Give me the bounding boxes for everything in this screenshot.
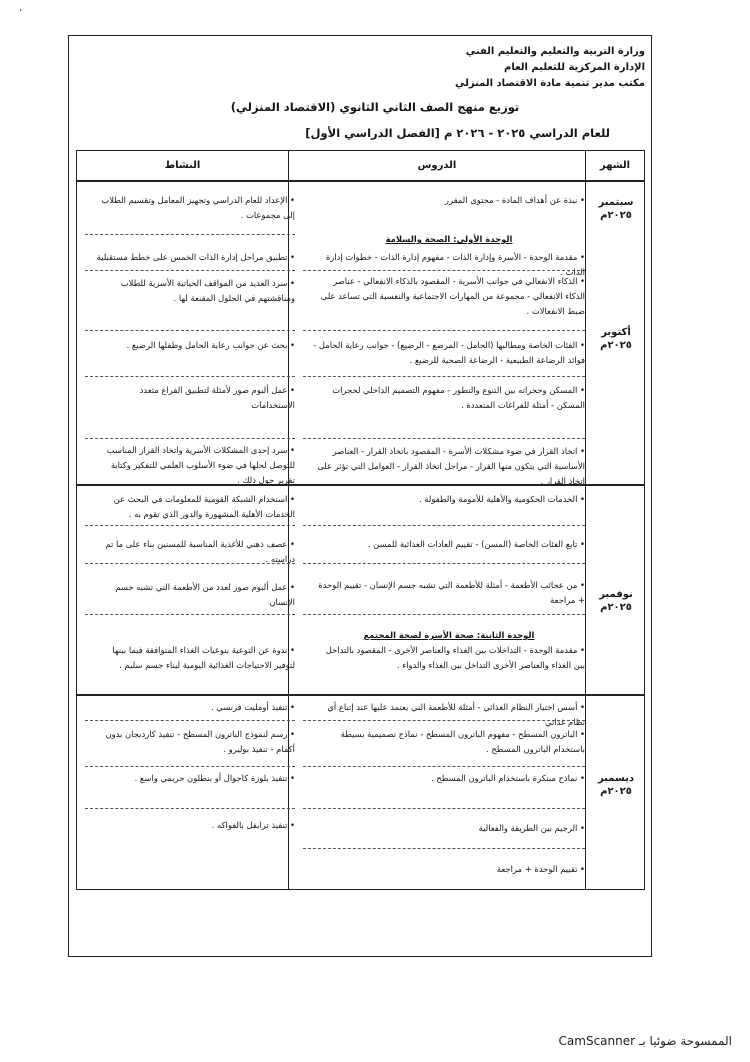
lesson-item: • الخدمات الحكومية والأهلية للأمومة والطفولة . (418, 494, 585, 504)
lesson-item: • المسكن وحجراته بين التنوع والتطور - مفهوم التصميم الداخلي لحجرات المسكن - أمثلة للفراغات المتعددة . (332, 385, 585, 410)
lesson-item: • الرجيم بين الطريقة والفعالية (478, 823, 585, 833)
lesson-item: • من عجائب الأطعمة - أمثلة للأطعمة التي تشبه جسم الإنسان - تقييم الوحدة + مراجعة (318, 580, 585, 605)
row-separator (303, 525, 585, 526)
lesson-item: • الذكاء الانفعالي في جوانب الأسرية - المقصود بالذكاء الانفعالي - عناصر الذكاء الانفعالي - مجموعة من المهارات الاجتماعية والنفسية التي تساعد على ضبط الانفعالات . (320, 276, 585, 316)
activity-item: • استخدام الشبكة القومية للمعلومات في البحث عن الخدمات الأهلية المشهورة والدور الذي تقوم به . (113, 494, 295, 519)
row-separator (85, 376, 295, 377)
central-administration: الإدارة المركزية للتعليم العام (504, 62, 645, 73)
column-header-lessons: الدروس (417, 159, 457, 171)
row-separator (85, 330, 295, 331)
row-separator (85, 720, 295, 721)
activity-item: • عصف ذهني للأغذية المناسبة للمسنين بناء على ما تم دراسته . (105, 539, 295, 564)
activity-item: • ندوة عن التوعية بنوعيات الغذاء المتوافقة فيما بينها لتوفير الاحتياجات الغذائية اليومية لبناء جسم سليم . (112, 645, 295, 670)
row-separator (85, 270, 295, 271)
scan-mark: ‘ (19, 8, 22, 17)
lesson-item: • مقدمة الوحدة - الأسرة وإدارة الذات - مفهوم إدارة الذات - خطوات إدارة الذات . (325, 252, 585, 277)
row-separator (303, 270, 585, 271)
column-divider-month (585, 150, 586, 890)
lesson-item: • الفئات الخاصة ومطالبها (الحامل - المرضع - الرضيع) - جوانب رعاية الحامل - فوائد الرضاعة الطبيعية - الرضاعة الصحية للرضيع . (313, 340, 585, 365)
row-divider-november (76, 694, 645, 696)
activity-item: • رسم لنموذج الباترون المسطح - تنفيذ كارديجان بدون أكمام - تنفيذ بوليرو . (105, 729, 295, 754)
lesson-item: • أسس اختيار النظام الغذائي - أمثلة للأطعمة التي يعتمد عليها عند إتباع أي نظام غذائي (327, 702, 585, 727)
activity-item: • سرد العديد من المواقف الحياتية الأسرية للطلاب ومناقشتهم في الحلول المقنعة لها . (120, 278, 295, 303)
activity-item: • تنفيذ بلوزة كاجوال أو بنطلون حريمي واسع . (134, 773, 295, 783)
lesson-item: • نماذج مبتكرة باستخدام الباترون المسطح . (431, 773, 585, 783)
month-year: ٢٠٢٥م (600, 340, 632, 351)
row-separator (85, 563, 295, 564)
lesson-item: • الباترون المسطح - مفهوم الباترون المسطح - نماذج تصميمية بسيطة باستخدام الباترون المسطح . (340, 729, 585, 754)
row-separator (303, 808, 585, 809)
column-header-month: الشهر (599, 159, 631, 171)
month-december (590, 772, 642, 798)
activity-item: • بحث عن جوانب رعاية الحامل وطفلها الرضيع . (126, 340, 295, 350)
unit-heading: الوحدة الأولى: الصحة والسلامة (385, 234, 513, 244)
column-header-activity: النشاط (164, 159, 201, 171)
month-september (590, 196, 642, 222)
month-year: ٢٠٢٥م (600, 602, 632, 613)
row-separator (303, 614, 585, 615)
row-separator (303, 563, 585, 564)
lesson-item: • تقييم الوحدة + مراجعة (496, 864, 585, 874)
header-row-divider (76, 180, 645, 182)
document-title: توزيع منهج الصف الثاني الثانوي (الاقتصاد المنزلي) (230, 100, 520, 114)
lesson-item: • مقدمة الوحدة - التداخلات بين الغذاء والعناصر الأخرى - المقصود بالتداخل بين الغذاء والعناصر الأخرى التداخل بين الغذاء والدواء . (325, 645, 585, 670)
scanner-watermark: الممسوحة ضوئيا بـ CamScanner (558, 1034, 732, 1048)
office-name: مكتب مدير تنمية مادة الاقتصاد المنزلي (455, 78, 645, 89)
lesson-item: • اتخاذ القرار في ضوء مشكلات الأسرة - المقصود باتخاذ القرار - العناصر الأساسية التي يتكون منها القرار - مراحل اتخاذ القرار - العوامل التي تؤثر على اتخاذ القرار . (317, 446, 585, 486)
month-year: ٢٠٢٥م (600, 786, 632, 797)
activity-item: • الإعداد للعام الدراسي وتجهيز المعامل وتقسيم الطلاب إلى مجموعات . (101, 195, 295, 220)
activity-item: • سرد إحدى المشكلات الأسرية واتخاذ القرار المناسب للتوصل لحلها في ضوء الأسلوب العلمي للتفكير وكتابة تقرير حول ذلك . (106, 445, 295, 485)
row-separator (85, 614, 295, 615)
row-separator (303, 766, 585, 767)
month-name: سبتمبر (598, 197, 634, 208)
row-separator (85, 234, 295, 235)
month-november (590, 588, 642, 614)
month-october (590, 326, 642, 352)
row-separator (303, 330, 585, 331)
row-separator (85, 808, 295, 809)
row-separator (303, 848, 585, 849)
row-separator (85, 766, 295, 767)
row-separator (85, 438, 295, 439)
document-subtitle: للعام الدراسي ٢٠٢٥ - ٢٠٢٦ م [الفصل الدراسي الأول] (305, 126, 610, 140)
lesson-item: • تابع الفئات الخاصة (المسن) - تقييم العادات الغذائية للمسن . (367, 539, 585, 549)
month-year: ٢٠٢٥م (600, 210, 632, 221)
row-separator (85, 525, 295, 526)
row-separator (303, 438, 585, 439)
row-separator (303, 720, 585, 721)
activity-item: • تنفيذ أومليت فرنسي . (210, 702, 295, 712)
row-separator (303, 376, 585, 377)
month-name: ديسمبر (597, 773, 635, 784)
activity-item: • عمل ألبوم صور لأمثلة لتطبيق الفراغ متعدد الاستخدامات (139, 385, 295, 410)
unit-heading: الوحدة الثانية: صحة الأسرة لصحة المجتمع (363, 630, 535, 640)
activity-item: • عمل ألبوم صور لعدد من الأطعمة التي تشبه جسم الإنسان (115, 582, 295, 607)
month-name: نوفمبر (599, 589, 633, 600)
activity-item: • تطبيق مراحل إدارة الذات الخمس على خطط مستقبلية (96, 252, 295, 262)
month-name: أكتوبر (601, 327, 631, 338)
ministry-name: وزارة التربية والتعليم والتعليم الفني (465, 46, 645, 57)
activity-item: • تنفيذ ترايفل بالفواكه . (211, 820, 295, 830)
lesson-item: • نبذة عن أهداف المادة - محتوى المقرر (444, 195, 585, 205)
